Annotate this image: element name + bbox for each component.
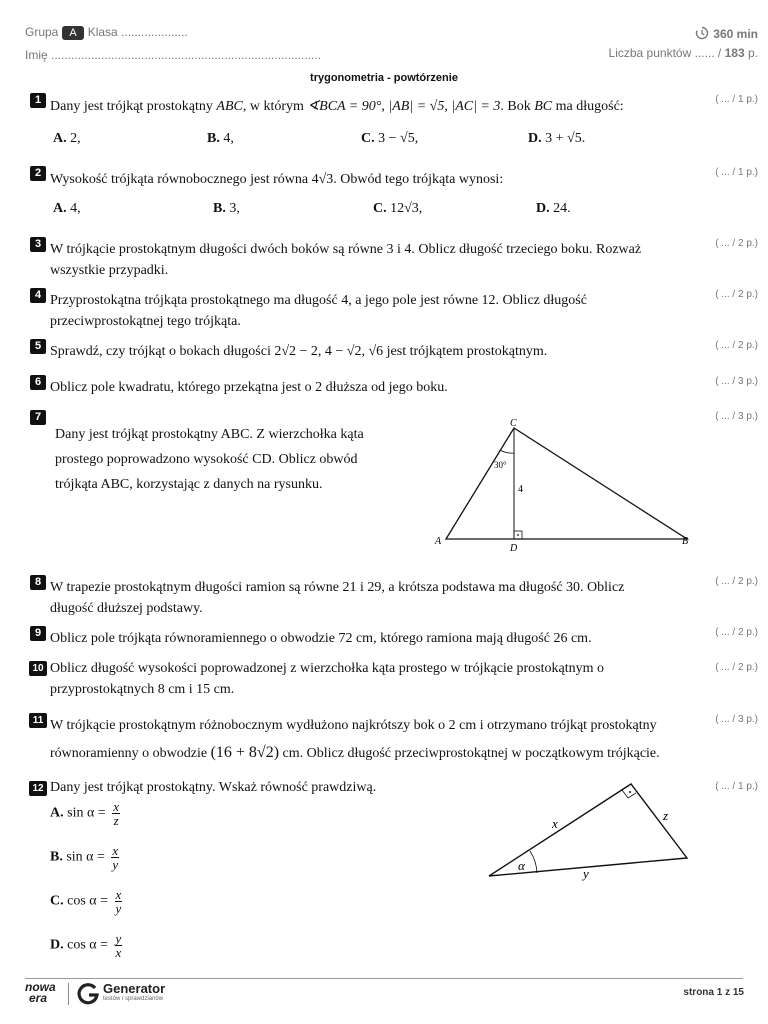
generator-logo-icon bbox=[76, 982, 100, 1006]
question-number: 1 bbox=[30, 93, 46, 108]
points-suffix: p. bbox=[747, 46, 758, 60]
option-value: 3, bbox=[229, 201, 240, 216]
fraction bbox=[111, 844, 119, 871]
fraction bbox=[115, 932, 123, 959]
group-badge: A bbox=[62, 26, 83, 40]
question-text bbox=[50, 715, 700, 764]
option-key: B. bbox=[213, 201, 226, 216]
denominator: y bbox=[112, 857, 119, 872]
timer-icon bbox=[695, 26, 709, 40]
numerator: x bbox=[113, 799, 119, 814]
question-number: 3 bbox=[30, 237, 46, 252]
option-key: D. bbox=[50, 937, 64, 953]
points-total: 183 bbox=[724, 46, 745, 60]
time-value: 360 min bbox=[713, 27, 758, 41]
question-number: 10 bbox=[29, 661, 47, 676]
option-value: 3 + √5. bbox=[545, 131, 586, 146]
option-value: 4, bbox=[223, 131, 234, 146]
points-box: ( ... / 1 p.) bbox=[715, 167, 758, 178]
math: (16 + 8√2) bbox=[210, 744, 280, 761]
text-line: przeciwprostokątnej tego trójkąta. bbox=[50, 314, 241, 329]
text-line: Oblicz pole kwadratu, którego przekątna jest o 2 dłuższa od jego boku. bbox=[50, 380, 448, 395]
points-box: ( ... / 2 p.) bbox=[715, 238, 758, 249]
option-fn: cos α = bbox=[67, 937, 109, 953]
angle-label-alpha: α bbox=[518, 858, 525, 873]
question-number: 2 bbox=[30, 166, 46, 181]
option-value: 12√3, bbox=[390, 201, 423, 216]
question-text bbox=[50, 290, 700, 332]
vertex-label-b: B bbox=[682, 536, 689, 547]
right-angle-dot bbox=[517, 534, 519, 536]
option-key: B. bbox=[207, 131, 220, 146]
logo-divider bbox=[68, 983, 69, 1005]
denominator: y bbox=[115, 901, 122, 916]
question-text bbox=[50, 628, 700, 649]
triangle-figure-q7 bbox=[430, 412, 700, 557]
answer-option-c[interactable] bbox=[50, 888, 122, 915]
option-key: A. bbox=[53, 201, 67, 216]
question-number: 7 bbox=[30, 410, 46, 425]
text-line: Sprawdź, czy trójkąt o bokach długości 2√2 − 2, 4 − √2, √6 jest trójkątem prostokątnym. bbox=[50, 344, 548, 359]
text-line: trójkąta ABC, korzystając z danych na rysunku. bbox=[55, 477, 323, 492]
points-box: ( ... / 3 p.) bbox=[715, 376, 758, 387]
vertex-label-a: A bbox=[435, 536, 442, 547]
vertex-label-c: C bbox=[510, 418, 517, 429]
option-key: C. bbox=[373, 201, 387, 216]
vertex-label-d: D bbox=[510, 543, 518, 554]
text-line: Przyprostokątna trójkąta prostokątnego ma długość 4, a jego pole jest równe 12. Oblicz długość bbox=[50, 293, 587, 308]
text-line bbox=[50, 742, 700, 764]
math: |AC| = 3 bbox=[451, 99, 501, 114]
answer-option-c[interactable] bbox=[373, 201, 422, 217]
text-line: wszystkie przypadki. bbox=[50, 263, 169, 278]
text-part: równoramienny o obwodzie bbox=[50, 746, 211, 761]
option-value: 2, bbox=[70, 131, 81, 146]
right-angle-dot bbox=[629, 791, 631, 793]
numerator: y bbox=[115, 931, 122, 946]
text-line: przyprostokątnych 8 cm i 15 cm. bbox=[50, 682, 235, 697]
text-line: Oblicz pole trójkąta równoramiennego o obwodzie 72 cm, którego ramiona mają długość 26 cm. bbox=[50, 631, 592, 646]
option-value: 4, bbox=[70, 201, 81, 216]
option-key: A. bbox=[50, 805, 64, 821]
group-label: Grupa bbox=[25, 25, 59, 39]
points-field bbox=[609, 46, 758, 60]
math: BC bbox=[534, 99, 553, 114]
text-part: ma długość: bbox=[552, 99, 624, 114]
answer-option-d[interactable] bbox=[528, 131, 585, 147]
height-label: 4 bbox=[518, 484, 523, 495]
answer-option-b[interactable] bbox=[50, 844, 119, 871]
text-part: , bbox=[381, 99, 389, 114]
question-text bbox=[50, 169, 700, 190]
question-number: 4 bbox=[30, 288, 46, 303]
generator-title: Generator bbox=[103, 981, 166, 996]
option-key: B. bbox=[50, 849, 63, 865]
option-value: 24. bbox=[553, 201, 571, 216]
time-info bbox=[695, 26, 758, 41]
angle-label: 30° bbox=[494, 460, 507, 470]
side-label-y: y bbox=[583, 866, 589, 881]
answer-option-d[interactable] bbox=[536, 201, 571, 217]
option-fn: sin α = bbox=[67, 805, 106, 821]
denominator: z bbox=[113, 813, 119, 828]
answer-option-c[interactable] bbox=[361, 131, 418, 147]
points-box: ( ... / 2 p.) bbox=[715, 627, 758, 638]
footer-divider bbox=[25, 978, 743, 979]
brand-line: nowa bbox=[25, 980, 56, 994]
points-box: ( ... / 2 p.) bbox=[715, 662, 758, 673]
option-value: 3 − √5, bbox=[378, 131, 419, 146]
math: ABC bbox=[216, 99, 243, 114]
answer-option-d[interactable] bbox=[50, 932, 122, 959]
option-fn: cos α = bbox=[67, 893, 109, 909]
text-line: Oblicz długość wysokości poprowadzonej z wierzchołka kąta prostego w trójkącie prostokątnym o bbox=[50, 661, 605, 676]
text-line: długość dłuższej podstawy. bbox=[50, 601, 203, 616]
text-line: prostego poprowadzono wysokość CD. Oblicz obwód bbox=[55, 452, 358, 467]
side-label-x: x bbox=[552, 816, 558, 831]
page-number: strona 1 z 15 bbox=[683, 987, 744, 998]
question-text bbox=[50, 239, 700, 281]
question-number: 6 bbox=[30, 375, 46, 390]
answer-option-a[interactable] bbox=[53, 131, 81, 147]
option-key: A. bbox=[53, 131, 67, 146]
option-key: C. bbox=[50, 893, 64, 909]
points-box: ( ... / 2 p.) bbox=[715, 340, 758, 351]
angle-arc bbox=[500, 450, 514, 453]
text-part: , w którym bbox=[242, 99, 308, 114]
option-key: D. bbox=[536, 201, 550, 216]
numerator: x bbox=[112, 843, 119, 858]
math: ∢BCA = 90° bbox=[307, 99, 382, 114]
text-line: W trójkącie prostokątnym różnobocznym wydłużono najkrótszy bok o 2 cm i otrzymano trójkąt prostokątny bbox=[50, 718, 657, 733]
denominator: x bbox=[115, 945, 122, 960]
text-line: Dany jest trójkąt prostokątny. Wskaż równość prawdziwą. bbox=[50, 780, 377, 795]
text-part: Wysokość trójkąta równobocznego jest równa bbox=[50, 172, 312, 187]
angle-arc bbox=[530, 851, 537, 873]
generator-subtitle: testów i sprawdzianów bbox=[103, 996, 164, 1002]
question-number: 11 bbox=[29, 713, 47, 728]
text-part: , bbox=[444, 99, 452, 114]
numerator: x bbox=[115, 887, 122, 902]
option-key: D. bbox=[528, 131, 542, 146]
answer-option-b[interactable] bbox=[213, 201, 240, 217]
question-text bbox=[50, 658, 700, 700]
page-title: trygonometria - powtórzenie bbox=[310, 72, 458, 84]
math: 4√3 bbox=[311, 172, 334, 187]
text-part: cm. Oblicz długość przeciwprostokątnej w początkowym trójkącie. bbox=[279, 746, 660, 761]
question-text bbox=[50, 377, 700, 398]
question-number: 8 bbox=[30, 575, 46, 590]
question-text bbox=[50, 96, 700, 117]
text-line: Dany jest trójkąt prostokątny ABC. Z wierzchołka kąta bbox=[55, 427, 364, 442]
answer-option-b[interactable] bbox=[207, 131, 234, 147]
nowa-era-logo bbox=[25, 982, 65, 1004]
option-key: C. bbox=[361, 131, 375, 146]
answer-option-a[interactable] bbox=[50, 800, 120, 827]
group-field bbox=[25, 25, 188, 40]
answer-option-a[interactable] bbox=[53, 201, 81, 217]
text-line: W trapezie prostokątnym długości ramion są równe 21 i 29, a krótsza podstawa ma długość 30. Oblicz bbox=[50, 580, 625, 595]
class-label: Klasa .................... bbox=[87, 25, 188, 39]
option-fn: sin α = bbox=[66, 849, 105, 865]
triangle-abc bbox=[446, 428, 687, 539]
question-number: 12 bbox=[29, 781, 47, 796]
side-label-z: z bbox=[663, 808, 669, 823]
points-box: ( ... / 3 p.) bbox=[715, 411, 758, 422]
points-box: ( ... / 1 p.) bbox=[715, 781, 758, 792]
points-box: ( ... / 3 p.) bbox=[715, 714, 758, 725]
points-box: ( ... / 1 p.) bbox=[715, 94, 758, 105]
question-number: 9 bbox=[30, 626, 46, 641]
triangle-figure-q12 bbox=[480, 778, 700, 888]
question-number: 5 bbox=[30, 339, 46, 354]
points-box: ( ... / 2 p.) bbox=[715, 576, 758, 587]
text-line: W trójkącie prostokątnym długości dwóch boków są równe 3 i 4. Oblicz długość trzeciego boku. Rozważ bbox=[50, 242, 642, 257]
name-field: Imię ................................................................................. bbox=[25, 48, 322, 62]
fraction bbox=[112, 800, 120, 827]
text-part: . Obwód tego trójkąta wynosi: bbox=[333, 172, 504, 187]
points-label: Liczba punktów ...... / bbox=[608, 46, 722, 60]
brand-line: era bbox=[29, 991, 48, 1005]
question-text bbox=[55, 422, 395, 497]
question-text bbox=[50, 577, 700, 619]
points-box: ( ... / 2 p.) bbox=[715, 289, 758, 300]
text-part: . Bok bbox=[500, 99, 535, 114]
question-text bbox=[50, 341, 700, 362]
text-part: Dany jest trójkąt prostokątny bbox=[50, 99, 217, 114]
right-angle-mark bbox=[622, 790, 636, 798]
fraction bbox=[115, 888, 123, 915]
math: |AB| = √5 bbox=[388, 99, 445, 114]
